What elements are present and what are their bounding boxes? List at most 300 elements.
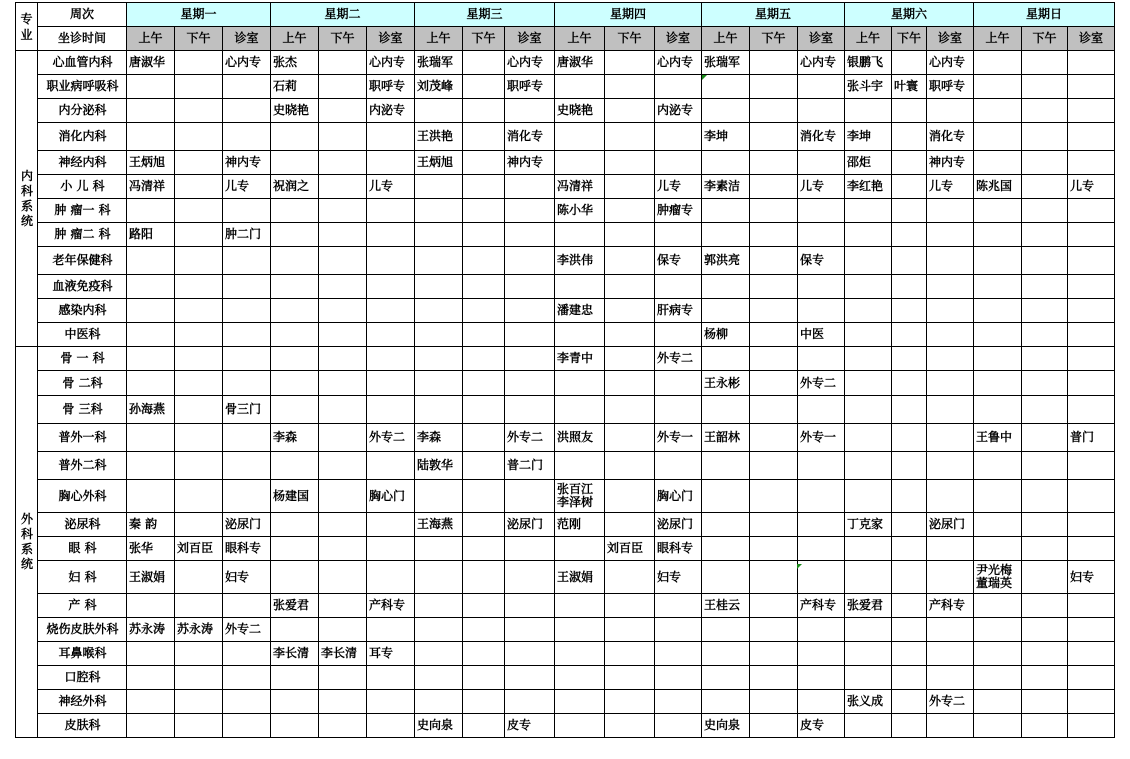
clinic-room-cell: 胸心门: [655, 480, 702, 513]
doctor-cell-pm: [463, 347, 505, 371]
doctor-cell-pm: [892, 323, 927, 347]
doctor-cell-am: [555, 223, 605, 247]
schedule-row: [16, 323, 1115, 347]
doctor-cell-pm: [892, 51, 927, 75]
doctor-cell-pm: [175, 594, 223, 618]
schedule-row: [16, 642, 1115, 666]
clinic-room-cell: [367, 347, 415, 371]
department-name: 职业病呼吸科: [38, 75, 127, 99]
doctor-cell-am: [415, 371, 463, 396]
doctor-cell-am: 银鹏飞: [845, 51, 892, 75]
doctor-cell-am: [702, 666, 750, 690]
clinic-room-cell: [1068, 371, 1115, 396]
doctor-cell-am: [974, 323, 1022, 347]
doctor-cell-am: [974, 51, 1022, 75]
doctor-cell-pm: [605, 561, 655, 594]
clinic-room-cell: [1068, 347, 1115, 371]
doctor-cell-am: [555, 666, 605, 690]
clinic-room-cell: 泌尿门: [655, 513, 702, 537]
doctor-cell-am: 李森: [271, 424, 319, 452]
doctor-cell-am: [271, 247, 319, 275]
clinic-room-cell: [367, 396, 415, 424]
clinic-room-cell: [505, 175, 555, 199]
doctor-cell-am: [415, 247, 463, 275]
department-name: 心血管内科: [38, 51, 127, 75]
clinic-room-cell: [367, 247, 415, 275]
slot-header-pm: 下午: [605, 27, 655, 51]
slot-header-am: 上午: [127, 27, 175, 51]
doctor-cell-pm: [319, 480, 367, 513]
clinic-room-cell: 产科专: [798, 594, 845, 618]
doctor-cell-am: 路阳: [127, 223, 175, 247]
department-name: 感染内科: [38, 299, 127, 323]
clinic-room-cell: [505, 99, 555, 123]
clinic-room-cell: [1068, 51, 1115, 75]
doctor-cell-pm: [319, 223, 367, 247]
clinic-room-cell: [1068, 513, 1115, 537]
doctor-cell-pm: [463, 247, 505, 275]
doctor-cell-am: [415, 223, 463, 247]
schedule-row: [16, 151, 1115, 175]
doctor-cell-am: [127, 299, 175, 323]
clinic-room-cell: 保专: [655, 247, 702, 275]
doctor-cell-pm: [1022, 537, 1068, 561]
clinic-room-cell: [505, 299, 555, 323]
schedule-row: [16, 199, 1115, 223]
clinic-room-cell: [505, 594, 555, 618]
doctor-cell-am: [845, 275, 892, 299]
clinic-room-cell: [223, 247, 271, 275]
doctor-cell-pm: [892, 199, 927, 223]
doctor-cell-pm: [175, 299, 223, 323]
clinic-room-cell: [1068, 666, 1115, 690]
doctor-cell-pm: [750, 175, 798, 199]
department-name: 骨 一 科: [38, 347, 127, 371]
clinic-room-cell: [655, 323, 702, 347]
doctor-cell-am: [415, 642, 463, 666]
doctor-cell-pm: [1022, 642, 1068, 666]
clinic-room-cell: [505, 666, 555, 690]
clinic-room-cell: 儿专: [927, 175, 974, 199]
doctor-cell-am: [271, 561, 319, 594]
doctor-cell-am: [702, 99, 750, 123]
clinic-room-cell: [655, 151, 702, 175]
doctor-cell-am: 王淑娟: [127, 561, 175, 594]
doctor-cell-pm: [175, 666, 223, 690]
doctor-cell-am: 王淑娟: [555, 561, 605, 594]
clinic-room-cell: [655, 594, 702, 618]
doctor-cell-pm: [892, 561, 927, 594]
doctor-cell-am: 杨建国: [271, 480, 319, 513]
doctor-cell-am: [845, 199, 892, 223]
doctor-cell-pm: [750, 452, 798, 480]
doctor-cell-pm: [750, 480, 798, 513]
department-name: 消化内科: [38, 123, 127, 151]
clinic-room-cell: [798, 690, 845, 714]
doctor-cell-am: [845, 537, 892, 561]
doctor-cell-am: [555, 594, 605, 618]
schedule-row: [16, 480, 1115, 513]
schedule-row: [16, 714, 1115, 738]
clinic-room-cell: 妇专: [655, 561, 702, 594]
doctor-cell-am: 洪照友: [555, 424, 605, 452]
clinic-room-cell: [505, 537, 555, 561]
doctor-cell-am: [271, 347, 319, 371]
schedule-row: [16, 99, 1115, 123]
doctor-cell-am: [271, 690, 319, 714]
doctor-cell-pm: [892, 690, 927, 714]
clinic-room-cell: 普二门: [505, 452, 555, 480]
day-header-sat: 星期六: [845, 3, 974, 27]
clinic-room-cell: [367, 371, 415, 396]
doctor-cell-pm: [463, 151, 505, 175]
slot-header-am: 上午: [845, 27, 892, 51]
doctor-cell-pm: [319, 513, 367, 537]
doctor-cell-pm: [750, 123, 798, 151]
doctor-cell-am: [845, 618, 892, 642]
doctor-cell-am: 潘建忠: [555, 299, 605, 323]
doctor-cell-am: [555, 371, 605, 396]
clinic-room-cell: [798, 561, 845, 594]
slot-header-room: 诊室: [505, 27, 555, 51]
department-name: 小 儿 科: [38, 175, 127, 199]
doctor-cell-pm: [175, 99, 223, 123]
doctor-cell-am: [974, 537, 1022, 561]
clinic-room-cell: [655, 123, 702, 151]
doctor-cell-pm: [319, 99, 367, 123]
doctor-cell-am: [702, 537, 750, 561]
clinic-room-cell: [655, 75, 702, 99]
doctor-cell-am: 王海燕: [415, 513, 463, 537]
department-name: 血液免疫科: [38, 275, 127, 299]
doctor-cell-am: [415, 275, 463, 299]
doctor-cell-pm: [1022, 480, 1068, 513]
doctor-cell-pm: [750, 642, 798, 666]
doctor-cell-pm: [605, 199, 655, 223]
doctor-cell-am: [702, 690, 750, 714]
schedule-row: [16, 247, 1115, 275]
clinic-room-cell: [223, 594, 271, 618]
doctor-cell-pm: [175, 75, 223, 99]
clinic-room-cell: [798, 480, 845, 513]
slot-header-room: 诊室: [655, 27, 702, 51]
doctor-cell-am: [555, 396, 605, 424]
doctor-cell-am: [974, 452, 1022, 480]
doctor-cell-am: 李森: [415, 424, 463, 452]
clinic-room-cell: [1068, 247, 1115, 275]
clinic-room-cell: 肿二门: [223, 223, 271, 247]
clinic-room-cell: [1068, 151, 1115, 175]
doctor-cell-am: [702, 275, 750, 299]
doctor-cell-am: [415, 618, 463, 642]
header-row-slots: [16, 27, 1115, 51]
doctor-cell-am: [127, 347, 175, 371]
doctor-cell-am: [845, 223, 892, 247]
schedule-row: [16, 275, 1115, 299]
slot-header-am: 上午: [702, 27, 750, 51]
doctor-cell-am: [127, 275, 175, 299]
department-name: 妇 科: [38, 561, 127, 594]
doctor-cell-am: [415, 537, 463, 561]
doctor-cell-pm: [892, 714, 927, 738]
clinic-room-cell: [367, 323, 415, 347]
doctor-cell-pm: [1022, 151, 1068, 175]
doctor-cell-am: 李洪伟: [555, 247, 605, 275]
doctor-cell-am: [271, 299, 319, 323]
doctor-cell-pm: [750, 537, 798, 561]
clinic-room-cell: 神内专: [927, 151, 974, 175]
week-header: 周次: [38, 3, 127, 27]
doctor-cell-am: [974, 275, 1022, 299]
doctor-cell-am: 唐淑华: [555, 51, 605, 75]
doctor-cell-pm: [319, 452, 367, 480]
clinic-room-cell: [1068, 123, 1115, 151]
schedule-row: [16, 347, 1115, 371]
clinic-room-cell: [927, 666, 974, 690]
clinic-room-cell: [927, 480, 974, 513]
department-name: 耳鼻喉科: [38, 642, 127, 666]
doctor-cell-pm: [750, 223, 798, 247]
doctor-cell-am: [974, 513, 1022, 537]
doctor-cell-pm: [319, 323, 367, 347]
time-header: 坐诊时间: [38, 27, 127, 51]
clinic-room-cell: 消化专: [798, 123, 845, 151]
clinic-room-cell: 心内专: [927, 51, 974, 75]
doctor-cell-pm: [892, 371, 927, 396]
clinic-room-cell: [927, 99, 974, 123]
doctor-cell-am: 王炳旭: [415, 151, 463, 175]
clinic-room-cell: 内泌专: [655, 99, 702, 123]
doctor-cell-am: [271, 714, 319, 738]
doctor-cell-am: [127, 371, 175, 396]
clinic-room-cell: [927, 323, 974, 347]
slot-header-room: 诊室: [367, 27, 415, 51]
doctor-cell-am: [702, 561, 750, 594]
doctor-cell-am: [974, 396, 1022, 424]
doctor-cell-pm: [605, 275, 655, 299]
clinic-room-cell: 外专一: [655, 424, 702, 452]
clinic-room-cell: [798, 396, 845, 424]
schedule-row: [16, 396, 1115, 424]
doctor-cell-pm: [605, 594, 655, 618]
clinic-room-cell: [367, 275, 415, 299]
doctor-cell-pm: [750, 513, 798, 537]
clinic-room-cell: 外专一: [798, 424, 845, 452]
doctor-cell-pm: [1022, 561, 1068, 594]
clinic-room-cell: 保专: [798, 247, 845, 275]
doctor-cell-pm: [750, 151, 798, 175]
doctor-cell-pm: [319, 666, 367, 690]
doctor-cell-pm: [892, 223, 927, 247]
schedule-row: [16, 690, 1115, 714]
doctor-cell-am: 苏永涛: [127, 618, 175, 642]
doctor-cell-pm: [605, 690, 655, 714]
clinic-room-cell: [798, 537, 845, 561]
clinic-room-cell: [655, 452, 702, 480]
doctor-cell-pm: [1022, 247, 1068, 275]
doctor-cell-am: [702, 452, 750, 480]
slot-header-am: 上午: [974, 27, 1022, 51]
doctor-cell-pm: [463, 480, 505, 513]
doctor-cell-am: [845, 480, 892, 513]
slot-header-room: 诊室: [223, 27, 271, 51]
doctor-cell-pm: [1022, 666, 1068, 690]
doctor-cell-am: [555, 275, 605, 299]
doctor-cell-pm: [1022, 323, 1068, 347]
doctor-cell-pm: 苏永涛: [175, 618, 223, 642]
doctor-cell-pm: [319, 275, 367, 299]
doctor-cell-am: [845, 452, 892, 480]
clinic-room-cell: [798, 75, 845, 99]
doctor-cell-am: [127, 247, 175, 275]
schedule-row: [16, 594, 1115, 618]
doctor-cell-pm: [750, 275, 798, 299]
doctor-cell-am: 张义成: [845, 690, 892, 714]
doctor-cell-pm: [319, 537, 367, 561]
doctor-cell-am: [271, 123, 319, 151]
clinic-room-cell: [367, 299, 415, 323]
doctor-cell-am: [415, 666, 463, 690]
doctor-cell-pm: [463, 452, 505, 480]
doctor-cell-pm: [892, 247, 927, 275]
doctor-cell-pm: [750, 347, 798, 371]
clinic-room-cell: [367, 561, 415, 594]
clinic-room-cell: [655, 275, 702, 299]
doctor-cell-pm: [1022, 275, 1068, 299]
clinic-room-cell: [223, 714, 271, 738]
schedule-row: [16, 51, 1115, 75]
clinic-room-cell: [798, 666, 845, 690]
schedule-row: [16, 299, 1115, 323]
doctor-cell-pm: [319, 123, 367, 151]
clinic-room-cell: 心内专: [798, 51, 845, 75]
doctor-cell-am: [974, 347, 1022, 371]
doctor-cell-pm: [463, 690, 505, 714]
doctor-cell-pm: [1022, 199, 1068, 223]
schedule-row: [16, 618, 1115, 642]
doctor-cell-am: 尹光梅 董瑞英: [974, 561, 1022, 594]
doctor-cell-pm: [463, 299, 505, 323]
doctor-cell-pm: [750, 371, 798, 396]
clinic-room-cell: [505, 396, 555, 424]
doctor-cell-am: [271, 618, 319, 642]
doctor-cell-pm: [892, 513, 927, 537]
day-header-fri: 星期五: [702, 3, 845, 27]
clinic-room-cell: [655, 396, 702, 424]
doctor-cell-am: [271, 396, 319, 424]
clinic-room-cell: [367, 714, 415, 738]
doctor-cell-am: 范刚: [555, 513, 605, 537]
clinic-room-cell: 消化专: [505, 123, 555, 151]
doctor-cell-am: 李红艳: [845, 175, 892, 199]
department-name: 神经内科: [38, 151, 127, 175]
doctor-cell-am: 张百江 李泽树: [555, 480, 605, 513]
slot-header-pm: 下午: [892, 27, 927, 51]
clinic-room-cell: 肝病专: [655, 299, 702, 323]
clinic-room-cell: [1068, 199, 1115, 223]
doctor-cell-pm: [892, 347, 927, 371]
clinic-room-cell: [1068, 299, 1115, 323]
clinic-room-cell: [223, 480, 271, 513]
clinic-room-cell: [1068, 396, 1115, 424]
doctor-cell-pm: [892, 99, 927, 123]
clinic-room-cell: 眼科专: [655, 537, 702, 561]
clinic-room-cell: [798, 99, 845, 123]
schedule-row: [16, 561, 1115, 594]
slot-header-pm: 下午: [750, 27, 798, 51]
doctor-cell-pm: [175, 175, 223, 199]
department-name: 眼 科: [38, 537, 127, 561]
department-name: 皮肤科: [38, 714, 127, 738]
clinic-room-cell: [505, 323, 555, 347]
doctor-cell-am: [974, 75, 1022, 99]
clinic-room-cell: [927, 299, 974, 323]
department-name: 泌尿科: [38, 513, 127, 537]
doctor-cell-pm: [1022, 714, 1068, 738]
doctor-cell-am: [127, 642, 175, 666]
doctor-cell-am: [974, 299, 1022, 323]
doctor-cell-pm: [605, 452, 655, 480]
doctor-cell-am: 冯清祥: [127, 175, 175, 199]
clinic-room-cell: [1068, 223, 1115, 247]
doctor-cell-pm: [750, 396, 798, 424]
doctor-cell-am: [702, 75, 750, 99]
doctor-cell-am: [555, 323, 605, 347]
clinic-room-cell: [927, 199, 974, 223]
doctor-cell-pm: [463, 594, 505, 618]
clinic-room-cell: [1068, 275, 1115, 299]
doctor-cell-pm: [463, 714, 505, 738]
clinic-room-cell: 外专二: [927, 690, 974, 714]
doctor-cell-pm: [175, 247, 223, 275]
doctor-cell-pm: [750, 75, 798, 99]
day-header-thu: 星期四: [555, 3, 702, 27]
doctor-cell-pm: [175, 123, 223, 151]
doctor-cell-am: [127, 424, 175, 452]
doctor-cell-pm: 叶寰: [892, 75, 927, 99]
clinic-room-cell: [1068, 99, 1115, 123]
doctor-cell-am: [127, 99, 175, 123]
clinic-room-cell: [927, 424, 974, 452]
doctor-cell-pm: [175, 275, 223, 299]
slot-header-pm: 下午: [175, 27, 223, 51]
doctor-cell-pm: [175, 513, 223, 537]
clinic-room-cell: [223, 299, 271, 323]
doctor-cell-pm: [605, 175, 655, 199]
doctor-cell-am: [845, 666, 892, 690]
doctor-cell-pm: [175, 396, 223, 424]
doctor-cell-am: [974, 99, 1022, 123]
clinic-room-cell: [505, 642, 555, 666]
specialty-label: 专 业: [20, 11, 33, 42]
doctor-cell-pm: [605, 714, 655, 738]
slot-header-room: 诊室: [798, 27, 845, 51]
schedule-row: [16, 175, 1115, 199]
doctor-cell-pm: [175, 424, 223, 452]
doctor-cell-pm: [605, 99, 655, 123]
doctor-cell-am: [555, 452, 605, 480]
clinic-room-cell: 中医: [798, 323, 845, 347]
doctor-cell-am: [974, 199, 1022, 223]
doctor-cell-pm: [892, 642, 927, 666]
doctor-cell-pm: [319, 424, 367, 452]
doctor-cell-am: [415, 396, 463, 424]
group-label: 内 科 系 统: [16, 51, 38, 347]
clinic-room-cell: 皮专: [505, 714, 555, 738]
doctor-cell-am: [702, 199, 750, 223]
department-name: 老年保健科: [38, 247, 127, 275]
doctor-cell-pm: [463, 561, 505, 594]
